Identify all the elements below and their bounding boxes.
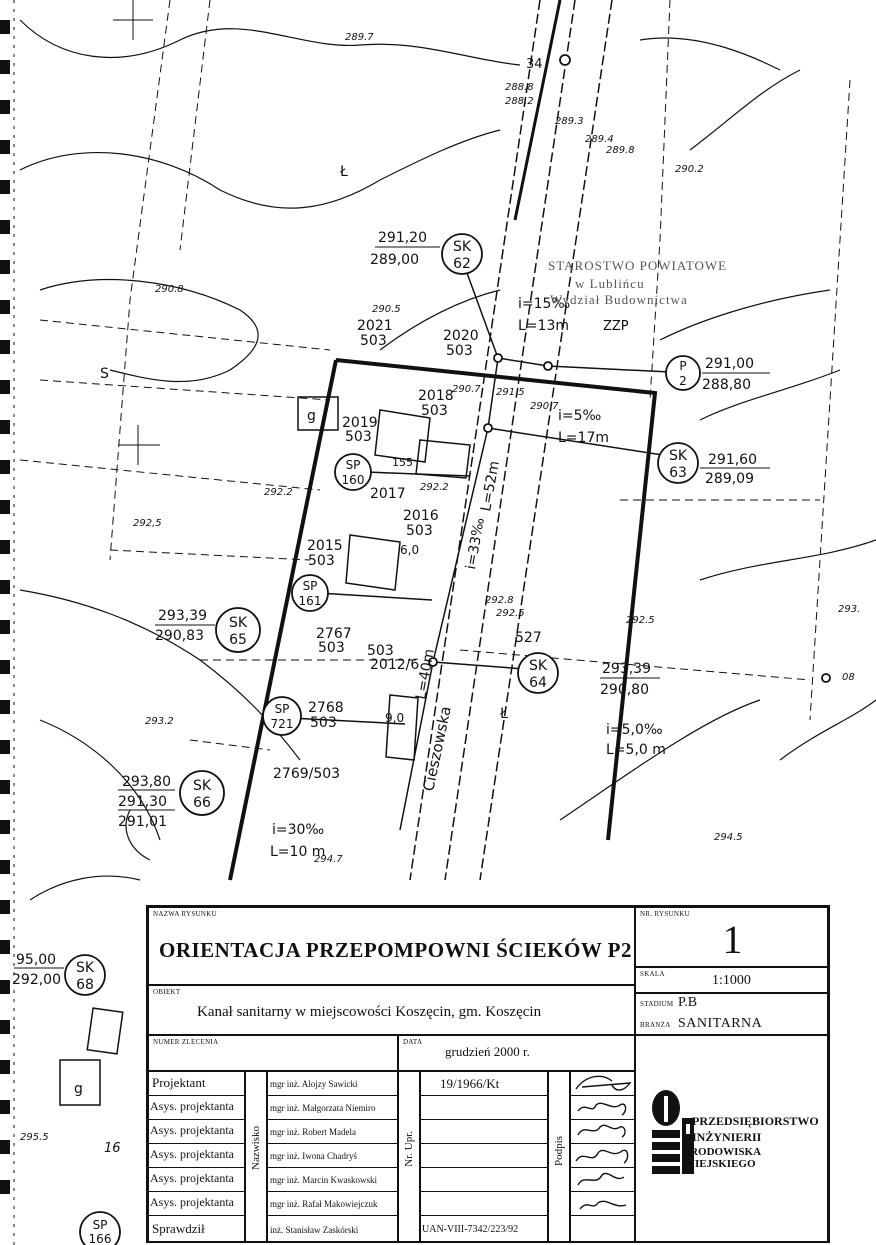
svg-text:293,39: 293,39 xyxy=(602,661,651,677)
company-name-line3: ŚRODOWISKA WIEJSKIEGO xyxy=(684,1146,761,1170)
staff-role: Asys. projektanta xyxy=(150,1171,234,1185)
stage-cell xyxy=(635,993,828,1035)
branch-value: SANITARNA xyxy=(678,1016,763,1031)
svg-text:2: 2 xyxy=(679,374,687,388)
svg-text:i=30‰: i=30‰ xyxy=(272,822,325,838)
svg-text:2769/503: 2769/503 xyxy=(273,766,341,782)
staff-license: UAN-VIII-7342/223/92 xyxy=(422,1224,519,1235)
staff-role: Asys. projektanta xyxy=(150,1147,234,1161)
svg-text:L=52m: L=52m xyxy=(478,459,503,513)
svg-text:292.2: 292.2 xyxy=(420,482,449,493)
svg-text:ZZP: ZZP xyxy=(603,319,629,334)
svg-text:34: 34 xyxy=(526,57,543,72)
svg-text:Wydział Budownictwa: Wydział Budownictwa xyxy=(550,292,688,307)
svg-text:08: 08 xyxy=(842,672,855,683)
staff-name: mgr inż. Marcin Kwaskowski xyxy=(270,1175,377,1185)
svg-text:289,09: 289,09 xyxy=(705,471,754,487)
svg-text:Cieszowska: Cieszowska xyxy=(419,704,455,793)
order-number-cell xyxy=(148,1035,398,1071)
drawing-no: 1 xyxy=(722,917,743,962)
svg-text:290.5: 290.5 xyxy=(372,304,401,315)
date-value: grudzień 2000 r. xyxy=(445,1044,530,1059)
object-label: OBIEKT xyxy=(153,988,181,996)
svg-text:503: 503 xyxy=(421,403,448,419)
svg-text:P: P xyxy=(679,359,687,373)
object-text: Kanał sanitarny w miejscowości Koszęcin, gm. Koszęcin xyxy=(197,1004,542,1020)
staff-name: inż. Stanisław Zaskórski xyxy=(270,1225,359,1235)
svg-text:i=33‰: i=33‰ xyxy=(463,516,489,571)
svg-text:L=13m: L=13m xyxy=(518,318,569,334)
svg-text:292.8: 292.8 xyxy=(485,595,514,606)
svg-text:65: 65 xyxy=(229,632,247,648)
svg-text:L=17m: L=17m xyxy=(558,430,609,446)
branch-label: BRANŻA xyxy=(640,1021,671,1029)
svg-text:SK: SK xyxy=(668,448,688,464)
svg-text:L=10 m: L=10 m xyxy=(270,844,326,860)
svg-text:2768: 2768 xyxy=(308,700,344,716)
scale-label: SKALA xyxy=(640,970,665,978)
svg-text:503: 503 xyxy=(367,643,394,659)
svg-text:294.7: 294.7 xyxy=(314,854,343,865)
staff-role: Asys. projektanta xyxy=(150,1195,234,1209)
svg-text:i=15‰: i=15‰ xyxy=(518,296,571,312)
office-stamp xyxy=(548,258,727,307)
svg-text:Ł: Ł xyxy=(340,164,348,180)
svg-text:292,5: 292,5 xyxy=(133,518,162,529)
staff-name: mgr inż. Rafał Makowiejczuk xyxy=(270,1199,378,1209)
svg-text:SK: SK xyxy=(228,615,248,631)
svg-text:63: 63 xyxy=(669,465,687,481)
scale-value: 1:1000 xyxy=(712,973,751,988)
svg-text:L=5,0 m: L=5,0 m xyxy=(606,742,666,758)
company-cell xyxy=(635,1035,828,1243)
staff-role: Projektant xyxy=(152,1075,206,1090)
svg-text:2021: 2021 xyxy=(357,318,393,334)
svg-text:i=5‰: i=5‰ xyxy=(558,408,602,424)
svg-text:g: g xyxy=(307,408,316,424)
svg-text:g: g xyxy=(74,1081,83,1097)
date-cell xyxy=(398,1035,635,1071)
svg-text:68: 68 xyxy=(76,977,94,993)
svg-text:155: 155 xyxy=(392,456,413,469)
svg-text:160: 160 xyxy=(341,473,365,487)
svg-text:9,0: 9,0 xyxy=(385,711,405,725)
svg-text:2018: 2018 xyxy=(418,388,454,404)
svg-text:290,80: 290,80 xyxy=(600,682,649,698)
staff-name: mgr inż. Robert Madela xyxy=(270,1127,356,1137)
svg-text:288.8: 288.8 xyxy=(505,82,534,93)
svg-text:288.2: 288.2 xyxy=(505,96,534,107)
svg-text:2017: 2017 xyxy=(370,486,406,502)
svg-text:503: 503 xyxy=(308,553,335,569)
date-label: DATA xyxy=(403,1038,423,1046)
svg-text:503: 503 xyxy=(446,343,473,359)
grid-crosses xyxy=(113,0,160,465)
svg-text:STAROSTWO POWIATOWE: STAROSTWO POWIATOWE xyxy=(548,258,728,273)
svg-text:166: 166 xyxy=(88,1232,112,1245)
svg-text:295.5: 295.5 xyxy=(20,1132,49,1143)
staff-license: 19/1966/Kt xyxy=(440,1076,500,1091)
signature-label: Podpis xyxy=(553,1136,565,1166)
svg-text:2019: 2019 xyxy=(342,415,378,431)
svg-text:292.2: 292.2 xyxy=(264,487,293,498)
scale-cell xyxy=(635,967,828,993)
svg-text:292,00: 292,00 xyxy=(12,972,61,988)
svg-text:503: 503 xyxy=(406,523,433,539)
svg-text:293,39: 293,39 xyxy=(158,608,207,624)
svg-text:291,60: 291,60 xyxy=(708,452,757,468)
svg-text:S: S xyxy=(100,366,109,382)
drawing-name-cell xyxy=(148,907,635,985)
svg-text:527: 527 xyxy=(515,630,542,646)
svg-text:289.3: 289.3 xyxy=(555,116,584,127)
staff-name: mgr inż. Alojzy Sawicki xyxy=(270,1079,358,1089)
svg-text:291.5: 291.5 xyxy=(496,387,525,398)
svg-text:95,00: 95,00 xyxy=(16,952,57,968)
svg-text:503: 503 xyxy=(360,333,387,349)
drawing-no-cell xyxy=(635,907,828,967)
svg-text:290.8: 290.8 xyxy=(155,284,184,295)
svg-text:2016: 2016 xyxy=(403,508,439,524)
svg-text:503: 503 xyxy=(318,640,345,656)
staff-role: Asys. projektanta xyxy=(150,1123,234,1137)
svg-text:292.5: 292.5 xyxy=(626,615,655,626)
svg-text:290.7: 290.7 xyxy=(452,384,481,395)
svg-text:L=40m: L=40m xyxy=(413,647,438,701)
parcel-lines xyxy=(20,0,850,750)
svg-text:289.7: 289.7 xyxy=(345,32,374,43)
svg-text:2020: 2020 xyxy=(443,328,479,344)
svg-text:SK: SK xyxy=(192,778,212,794)
svg-text:291,30: 291,30 xyxy=(118,794,167,810)
svg-text:503: 503 xyxy=(345,429,372,445)
svg-text:SP: SP xyxy=(345,458,361,472)
svg-text:w Lublińcu: w Lublińcu xyxy=(575,276,645,291)
staff-table xyxy=(148,1071,635,1243)
company-name-line2: INŻYNIERII xyxy=(692,1130,762,1144)
svg-text:291,00: 291,00 xyxy=(705,356,754,372)
binding-holes xyxy=(0,20,10,1194)
svg-text:2767: 2767 xyxy=(316,626,352,642)
svg-text:SK: SK xyxy=(528,658,548,674)
svg-text:SK: SK xyxy=(452,239,472,255)
svg-text:290.2: 290.2 xyxy=(675,164,704,175)
svg-text:i=5,0‰: i=5,0‰ xyxy=(606,722,663,738)
svg-text:293.2: 293.2 xyxy=(145,716,174,727)
svg-text:292.5: 292.5 xyxy=(496,608,525,619)
svg-text:161: 161 xyxy=(298,594,322,608)
svg-text:291,20: 291,20 xyxy=(378,230,427,246)
drawing-name-label: NAZWA RYSUNKU xyxy=(153,910,217,918)
svg-text:62: 62 xyxy=(453,256,471,272)
svg-text:289.8: 289.8 xyxy=(606,145,635,156)
order-number-label: NUMER ZLECENIA xyxy=(153,1038,219,1046)
svg-text:294.5: 294.5 xyxy=(714,832,743,843)
svg-text:503: 503 xyxy=(310,715,337,731)
drawing-name: ORIENTACJA PRZEPOMPOWNI ŚCIEKÓW P2 xyxy=(159,938,633,962)
staff-name: mgr inż. Iwona Chadryś xyxy=(270,1151,357,1161)
svg-text:SP: SP xyxy=(302,579,318,593)
drawing-no-label: NR. RYSUNKU xyxy=(640,910,690,918)
svg-text:293,80: 293,80 xyxy=(122,774,171,790)
svg-text:721: 721 xyxy=(270,717,294,731)
svg-text:2012/6: 2012/6 xyxy=(370,657,420,673)
svg-text:2015: 2015 xyxy=(307,538,343,554)
stage-label: STADIUM xyxy=(640,1000,674,1008)
surname-label: Nazwisko xyxy=(250,1126,262,1170)
svg-text:66: 66 xyxy=(193,795,211,811)
svg-text:290,83: 290,83 xyxy=(155,628,204,644)
object-cell xyxy=(148,985,635,1035)
title-block xyxy=(146,905,830,1243)
svg-text:288,80: 288,80 xyxy=(702,377,751,393)
nr-upr-label: Nr. Upr. xyxy=(403,1131,415,1167)
svg-text:64: 64 xyxy=(529,675,547,691)
staff-name: mgr inż. Małgorzata Niemiro xyxy=(270,1103,376,1113)
svg-text:293.: 293. xyxy=(838,604,861,615)
elevations xyxy=(12,230,770,988)
stage-value: P.B xyxy=(678,995,698,1010)
svg-text:SP: SP xyxy=(92,1218,108,1232)
svg-text:289,00: 289,00 xyxy=(370,252,419,268)
svg-text:6,0: 6,0 xyxy=(400,543,420,557)
svg-text:16: 16 xyxy=(104,1141,121,1156)
svg-text:291,01: 291,01 xyxy=(118,814,167,830)
svg-text:289.4: 289.4 xyxy=(585,134,614,145)
svg-text:SP: SP xyxy=(274,702,290,716)
svg-text:290.7: 290.7 xyxy=(530,401,559,412)
company-name-line1: PRZEDSIĘBIORSTWO xyxy=(692,1114,819,1128)
svg-text:SK: SK xyxy=(75,960,95,976)
staff-role: Sprawdził xyxy=(152,1221,205,1236)
svg-text:Ł: Ł xyxy=(500,706,508,722)
staff-role: Asys. projektanta xyxy=(150,1099,234,1113)
